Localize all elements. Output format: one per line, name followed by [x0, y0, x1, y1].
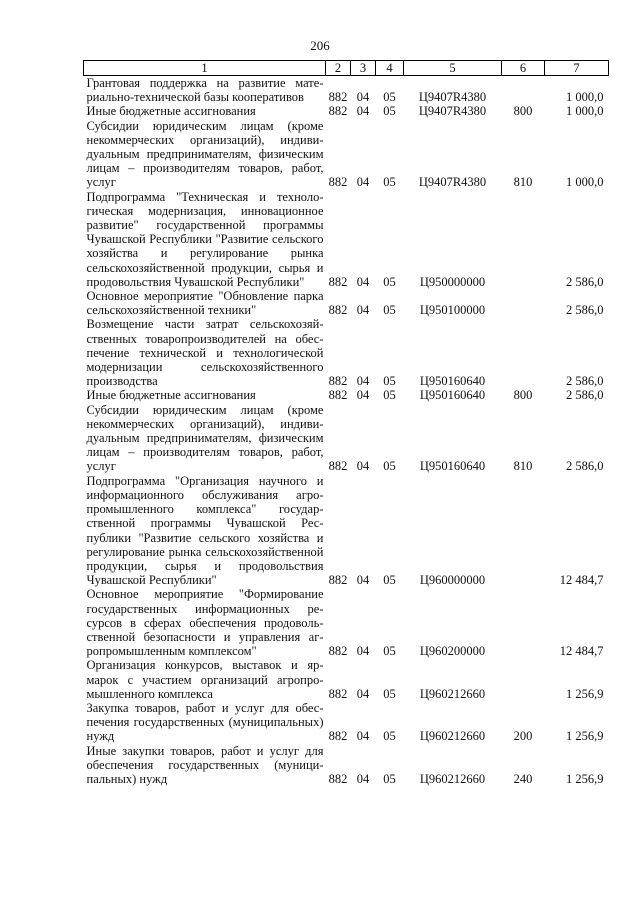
row-subsection-cell: 05: [383, 90, 396, 105]
row-subsection-cell: 05: [383, 644, 396, 659]
row-target-code-cell: Ц960200000: [419, 644, 486, 659]
row-section-cell: 04: [356, 644, 370, 659]
row-expense-type-cell: [502, 190, 545, 289]
row-expense-type-cell: [502, 658, 545, 701]
row-name-cell: Иные закупки товаров, работ и услуг для обеспечения государственных (муниципальных) нужд: [86, 743, 324, 786]
row-chief-admin-cell: 882: [328, 90, 348, 105]
row-amount-cell: 1 256,9: [566, 686, 604, 701]
row-expense-type-cell: [502, 289, 545, 317]
row-target-code-cell: Ц9407R4380: [418, 90, 487, 105]
row-chief-admin-cell: 882: [328, 459, 348, 474]
row-amount-cell: 1 000,0: [566, 175, 604, 190]
row-chief-admin-cell: 882: [328, 175, 348, 190]
row-expense-type-cell: 810: [513, 175, 533, 190]
row-amount-cell: 1 000,0: [566, 90, 604, 105]
budget-table: [83, 60, 609, 786]
header-cell-7: 7: [545, 61, 609, 76]
row-subsection-cell: 05: [383, 274, 396, 289]
table-row: [84, 403, 609, 474]
row-name-cell: Иные бюджетные ассигнования: [86, 104, 256, 119]
row-expense-type-cell: [502, 317, 545, 388]
header-cell-3: 3: [351, 61, 376, 76]
header-cell-4: 4: [376, 61, 404, 76]
row-amount-cell: 12 484,7: [559, 573, 604, 588]
page-number: 206: [310, 38, 330, 53]
row-name-cell: Подпрограмма "Организация научного и информационного обслуживания агропромышленного комплекса" государственной программы Чувашской Республики "Развитие сельского хозяйства и регулирование рынка сельскохозяйственной продукции, сырья и продовольствия Чувашской Республики": [86, 473, 324, 588]
row-section-cell: 04: [356, 374, 370, 389]
row-subsection-cell: 05: [383, 303, 396, 318]
row-target-code-cell: Ц9407R4380: [418, 104, 487, 119]
row-chief-admin-cell: 882: [328, 686, 348, 701]
row-chief-admin-cell: 882: [328, 374, 348, 389]
row-target-code-cell: Ц960212660: [419, 729, 486, 744]
row-subsection-cell: 05: [383, 686, 396, 701]
row-target-code-cell: Ц9407R4380: [418, 175, 487, 190]
table-row: [84, 289, 609, 317]
row-expense-type-cell: 800: [513, 104, 533, 119]
row-amount-cell: 1 000,0: [566, 104, 604, 119]
row-name-cell: Иные бюджетные ассигнования: [86, 388, 256, 403]
row-subsection-cell: 05: [383, 388, 396, 403]
row-expense-type-cell: 810: [513, 459, 533, 474]
header-cell-5: 5: [404, 61, 502, 76]
row-amount-cell: 12 484,7: [559, 644, 604, 659]
row-amount-cell: 2 586,0: [566, 303, 604, 318]
row-name-cell: Возмещение части затрат сельскохозяйственных товаропроизводителей на обеспечение технической и технологической модернизации сельскохозяйственного производства: [86, 317, 324, 389]
row-section-cell: 04: [356, 274, 370, 289]
row-expense-type-cell: 200: [513, 729, 533, 744]
row-target-code-cell: Ц960212660: [419, 686, 486, 701]
row-name-cell: Организация конкурсов, выставок и ярмарок с участием организаций агропромышленного комплекса: [86, 658, 324, 701]
row-expense-type-cell: 240: [513, 771, 533, 786]
row-chief-admin-cell: 882: [328, 771, 348, 786]
row-section-cell: 04: [356, 104, 370, 119]
row-subsection-cell: 05: [383, 459, 396, 474]
row-amount-cell: 2 586,0: [566, 388, 604, 403]
row-amount-cell: 2 586,0: [566, 274, 604, 289]
row-chief-admin-cell: 882: [328, 274, 348, 289]
row-amount-cell: 1 256,9: [566, 771, 604, 786]
row-amount-cell: 2 586,0: [566, 374, 604, 389]
row-chief-admin-cell: 882: [328, 729, 348, 744]
row-section-cell: 04: [356, 303, 370, 318]
row-section-cell: 04: [356, 686, 370, 701]
row-target-code-cell: Ц950160640: [419, 388, 486, 403]
table-row: [84, 474, 609, 588]
table-row: [84, 76, 609, 105]
row-name-cell: Грантовая поддержка на развитие материально-технической базы кооперативов: [86, 76, 324, 105]
header-cell-1: 1: [84, 61, 326, 76]
row-name-cell: Основное мероприятие "Обновление парка сельскохозяйственной техники": [86, 289, 324, 318]
row-target-code-cell: Ц950160640: [419, 374, 486, 389]
row-amount-cell: 2 586,0: [566, 459, 604, 474]
table-row: [84, 701, 609, 744]
table-row: [84, 587, 609, 658]
table-row: [84, 119, 609, 190]
row-target-code-cell: Ц950000000: [419, 274, 486, 289]
row-name-cell: Субсидии юридическим лицам (кроме некоммерческих организаций), индивидуальным предпринимателям, физическим лицам – производителям товаров, работ, услуг: [86, 402, 324, 474]
row-target-code-cell: Ц950100000: [419, 303, 486, 318]
row-section-cell: 04: [356, 388, 370, 403]
header-cell-2: 2: [326, 61, 351, 76]
row-name-cell: Закупка товаров, работ и услуг для обеспечения государственных (муниципальных) нужд: [86, 700, 324, 744]
row-subsection-cell: 05: [383, 175, 396, 190]
table-row: [84, 190, 609, 289]
row-expense-type-cell: [502, 587, 545, 658]
row-name-cell: Субсидии юридическим лицам (кроме некоммерческих организаций), индивидуальным предпринимателям, физическим лицам – производителям товаров, работ, услуг: [86, 118, 324, 190]
row-subsection-cell: 05: [383, 104, 396, 119]
row-expense-type-cell: 800: [513, 388, 533, 403]
table-row: [84, 744, 609, 787]
table-row: [84, 388, 609, 402]
table-row: [84, 317, 609, 388]
row-target-code-cell: Ц960000000: [419, 573, 486, 588]
row-target-code-cell: Ц950160640: [419, 459, 486, 474]
row-chief-admin-cell: 882: [328, 573, 348, 588]
table-row: [84, 104, 609, 118]
row-section-cell: 04: [356, 729, 370, 744]
row-chief-admin-cell: 882: [328, 388, 348, 403]
row-expense-type-cell: [502, 76, 545, 105]
row-amount-cell: 1 256,9: [566, 729, 604, 744]
row-subsection-cell: 05: [383, 573, 396, 588]
table-row: [84, 658, 609, 701]
row-section-cell: 04: [356, 459, 370, 474]
header-cell-6: 6: [502, 61, 545, 76]
row-subsection-cell: 05: [383, 729, 396, 744]
row-section-cell: 04: [356, 175, 370, 190]
row-name-cell: Подпрограмма "Техническая и технологическая модернизация, инновационное развитие" государственной программы Чувашской Республики "Развитие сельского хозяйства и регулирование рынка сельскохозяйственной продукции, сырья и продовольствия Чувашской Республики": [86, 189, 324, 289]
row-section-cell: 04: [356, 771, 370, 786]
row-target-code-cell: Ц960212660: [419, 771, 486, 786]
row-subsection-cell: 05: [383, 374, 396, 389]
row-chief-admin-cell: 882: [328, 104, 348, 119]
row-chief-admin-cell: 882: [328, 303, 348, 318]
row-section-cell: 04: [356, 90, 370, 105]
row-name-cell: Основное мероприятие "Формирование государственных информационных ресурсов в сферах обеспечения продовольственной безопасности и управления агропромышленным комплексом": [86, 587, 324, 659]
row-subsection-cell: 05: [383, 771, 396, 786]
row-section-cell: 04: [356, 573, 370, 588]
header-row: [84, 61, 609, 76]
row-expense-type-cell: [502, 474, 545, 588]
row-chief-admin-cell: 882: [328, 644, 348, 659]
